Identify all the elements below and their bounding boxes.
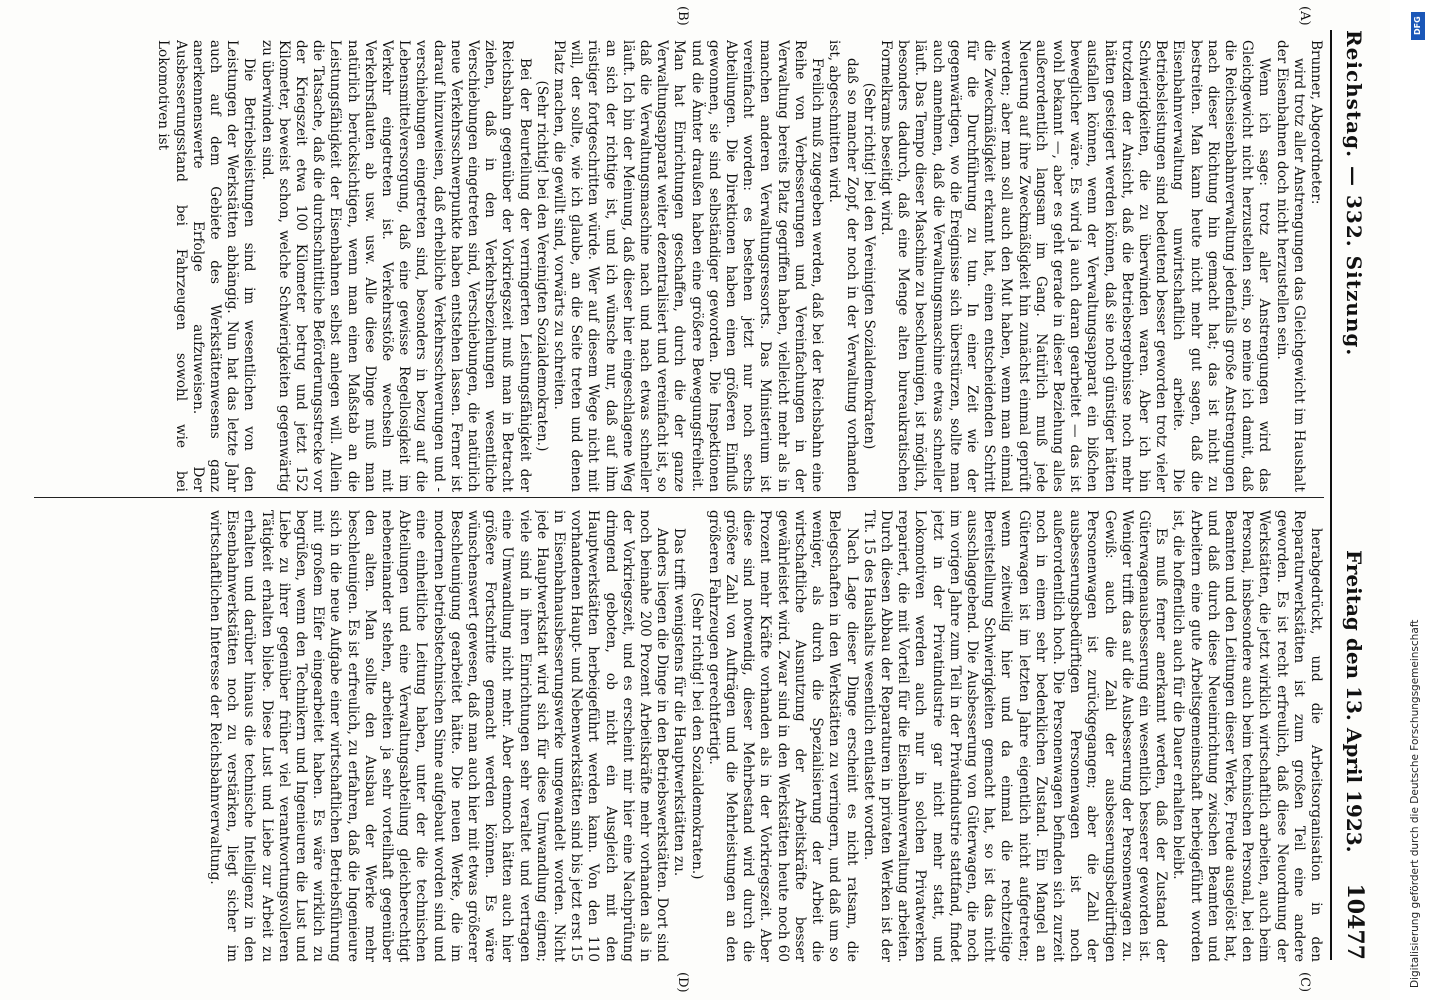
speaker-name: Brunner, Abgeordneter:	[1308, 40, 1324, 205]
paragraph: Das trifft wenigstens für die Hauptwerkstätten zu.	[671, 528, 688, 877]
interjection: (Sehr richtig! bei den Vereinigten Sozialdemokraten.)	[533, 80, 550, 452]
interjection: (Sehr richtig! bei den Sozialdemokraten.)	[688, 592, 705, 880]
margin-mark-a: (A)	[1297, 6, 1312, 26]
paragraph: daß so mancher Zopf, der noch in der Verwaltung vorhanden ist, abgeschnitten wird.	[826, 40, 860, 492]
header-session: Reichstag. — 332. Sitzung.	[1342, 30, 1366, 357]
paragraph: Bei der Beurteilung der verringerten Leistungsfähigkeit der Reichsbahn gegenüber der Vorkriegszeit muß man in Betracht ziehen, daß in den Verkehrsbeziehungen wesentliche Verschiebungen eingetreten sind, Verschiebungen, die natürlich neue Verkehrsschwerpunkte haben entstehen lassen. Ferner ist darauf hinzuweisen, daß erhebliche Verkehrsschwerungen und -verschiebungen eingetreten sind, besonders in bezug auf die Lebensmittelversorgung, daß eine gewisse Regellosigkeit im Verkehr eingetreten ist. Verkehrsstöße wechseln mit Verkehrsflauten ab usw. usw. Alle diese Dinge muß man natürlich berücksichtigen, wenn man einen Maßstab an die Leistungsfähigkeit der Eisenbahnen selbst anlegen will. Allein die Tatsache, daß die durchschnittliche Beförderungsstrecke vor der Kriegszeit etwa 100 Kilometer betrug und jetzt 152 Kilometer, beweist schon, welche Schwierigkeiten gegenwärtig zu überwinden sind.	[258, 40, 533, 492]
paragraph: Es muß ferner anerkannt werden, daß der Zustand der Güterwagenausbesserung ein wesentlich besserer geworden ist. Weniger trifft das auf die Ausbesserung der Personenwagen zu. Gewiß: auch die Zahl der ausbesserungsbedürftigen Personenwagen ist zurückgegangen; aber die Zahl der ausbesserungsbedürftigen Personenwagen ist noch außerordentlich hoch. Die Personenwagen befinden sich zurzeit noch in einem sehr bedenklichen Zustand. Ein Mangel an Güterwagen ist im letzten Jahre eigentlich nicht aufgetreten; wenn zeitweilig hier und da einmal die rechtzeitige Bereitstellung Schwierigkeiten gemacht hat, so ist das nicht ausschlaggebend. Die Ausbesserung von Güterwagen, die noch im vorigen Jahre zum Teil in der Privatindustrie stattfand, findet jetzt in der Privatindustrie gar nicht mehr statt, und Lokomotiven werden auch nur in solchen Privatwerken repariert, die mit Vorteil für die Eisenbahnverwaltung arbeiten. Durch diesen Abbau der Reparaturen in privaten Werken ist der Tit. 15 des Haushalts wesentlich entlastet worden.	[860, 510, 1170, 962]
margin-mark-b: (B)	[675, 6, 690, 26]
header-date: Freitag den 13. April 1923.	[1342, 550, 1366, 853]
paragraph: Nach Lage dieser Dinge erscheint es nicht ratsam, die Belegschaften in den Werkstätten zu verringern, und daß um so weniger, als durch die Spezialisierung der Arbeit die wirtschaftliche Ausnutzung der Arbeitskräfte besser gewährleistet wird. Zwar sind in den Werkstätten heute noch 60 Prozent mehr Kräfte vorhanden als in der Vorkriegszeit. Aber diese sind notwendig, dieser Mehrbestand wird durch die größere Zahl von Aufträgen und die Mehrleistungen an den größeren Fahrzeugen gerechtfertigt.	[705, 510, 860, 962]
right-column	[34, 510, 1324, 962]
paragraph: wird trotz aller Anstrengungen das Gleichgewicht im Haushalt der Eisenbahnen doch nicht herzustellen sein.	[1273, 40, 1307, 492]
paragraph: Anders liegen die Dinge in den Betriebswerkstätten. Dort sind noch beinahe 200 Prozent Arbeitskräfte mehr vorhanden als in der Vorkriegszeit, und es erscheint mir hier eine Nachprüfung dringend geboten, ob nicht ein Ausgleich mit den Hauptwerkstätten herbeigeführt werden kann. Von den 110 vorhandenen Haupt- und Nebenwerkstätten sind bis jetzt erst 15 in Eisenbahnausbesserungswerke umgewandelt worden. Nicht jede Hauptwerkstatt wird sich für diese Umwandlung eignen; viele sind in ihren Einrichtungen sehr veraltet und vertragen eine Umwandlung nicht mehr. Aber dennoch hätten auch hier größere Fortschritte gemacht werden können. Es wäre wünschenswert gewesen, daß man auch hier mit etwas größerer Beschleunigung gearbeitet hätte. Die neuen Werke, die im modernen betriebstechnischen Sinne aufgebaut worden sind und eine einheitliche Leitung haben, unter der die technischen Abteilungen und eine Verwaltungsabteilung gleichberechtigt nebeneinander stehen, arbeiten ja sehr vorteilhaft gegenüber den alten. Man sollte den Ausbau der Werke mehr beschleunigen. Es ist erfreulich, zu erfahren, daß die Ingenieure sich in die neue Aufgabe einer wirtschaftlichen Betriebsführung mit großem Eifer eingearbeitet haben. Es wäre wirklich zu begrüßen, wenn den Technikern und Ingenieuren die Lust und Liebe zu ihrer gegenüber früher viel verantwortungsvolleren Tätigkeit erhalten bliebe. Diese Lust und Liebe zur Arbeit zu erhalten und darüber hinaus die technische Intelligenz in den Eisenbahnwerkstätten noch zu verstärken, liegt sicher im wirtschaftlichen Interesse der Reichsbahnverwaltung.	[207, 510, 671, 962]
digitisation-note	[1405, 8, 1431, 988]
paragraph: Freilich muß zugegeben werden, daß bei der Reichsbahn eine Reihe von Verbesserungen und Vereinfachungen in der Verwaltung bereits Platz gegriffen haben, vielleicht mehr als in manchen anderen Verwaltungsressorts. Das Ministerium ist vereinfacht worden: es bestehen jetzt nur noch sechs Abteilungen. Die Direktionen haben einen größeren Einfluß gewonnen, sie sind selbständiger geworden. Die Inspektionen und die Ämter draußen haben eine größere Bewegungsfreiheit. Man hat Einrichtungen geschaffen, durch die der ganze Verwaltungsapparat weiter dezentralisiert und vereinfacht ist, so daß die Verwaltungsmaschine nach und nach etwas schneller läuft. Ich bin der Meinung, daß dieser hier eingeschlagene Weg an sich der richtige ist, und ich wünsche nur, daß auf ihm rüstiger fortgeschritten würde. Wer auf diesem Wege nicht mit will, der sollte, wie ich glaube, an die Seite treten und denen Platz machen, die gewillt sind, vorwärts zu schreiten.	[551, 40, 826, 492]
interjection: (Sehr richtig! bei den Vereinigten Sozialdemokraten)	[860, 82, 877, 450]
dfg-logo: DFG	[1411, 12, 1425, 40]
digitisation-text: Digitalisierung gefördert durch die Deutsche Forschungsgemeinschaft	[1409, 619, 1421, 988]
page-header	[1330, 30, 1372, 960]
column-divider	[34, 497, 1324, 498]
margin-mark-c: (C)	[1297, 972, 1312, 993]
left-column	[34, 40, 1324, 492]
paragraph: herabgedrückt, und die Arbeitsorganisation in den Reparaturwerkstätten ist zum großen Teil eine andere geworden. Es ist recht erfreulich, daß diese Neuordnung der Werkstätten, die jetzt wirklich wirtschaftlich arbeiten, auch beim Personal, insbesondere auch beim technischen Personal, bei den Beamten und den Leitungen dieser Werke, Freude ausgelöst hat, und daß durch diese Neueinrichtung zwischen Beamten und Arbeitern eine gute Arbeitsgemeinschaft herbeigeführt worden ist, die hoffentlich auch für die Dauer erhalten bleibt.	[1170, 510, 1324, 962]
margin-mark-d: (D)	[675, 972, 690, 993]
paragraph: Die Betriebsleistungen sind im wesentlichen von den Leistungen der Werkstätten abhängig. Nun hat das letzte Jahr auch auf dem Gebiete des Werkstättenwesens ganz anerkennenswerte Erfolge aufzuweisen. Der Ausbesserungsstand bei Fahrzeugen sowohl wie bei Lokomotiven ist	[155, 40, 258, 492]
page-number: 10477	[1342, 883, 1368, 960]
paragraph: Wenn ich sage: trotz aller Anstrengungen wird das Gleichgewicht nicht herzustellen sein, so meine ich damit, daß die Reichseisenbahnverwaltung jedenfalls große Anstrengungen nach dieser Richtung hin gemacht hat; das ist nicht zu bestreiten. Man kann heute nicht mehr gut sagen, daß die Eisenbahnverwaltung unwirtschaftlich arbeite. Die Betriebsleistungen sind bedeutend besser geworden trotz vieler Schwierigkeiten, die zu überwinden waren. Aber ich bin trotzdem der Ansicht, daß die Betriebsergebnisse noch mehr hätten gesteigert werden können, daß sie noch günstiger hätten ausfallen können, wenn der Verwaltungsapparat ein bißchen beweglicher wäre. Es wird ja auch daran gearbeitet — das ist wohl bekannt —, aber es geht gerade in dieser Beziehung alles außerordentlich langsam im Gang. Natürlich muß jede Neuerung auf ihre Zweckmäßigkeit hin zunächst einmal geprüft werden; aber man soll auch den Mut haben, wenn man einmal die Zweckmäßigkeit erkannt hat, einen entscheidenden Schritt für die Durchführung zu tun. In einer Zeit wie der gegenwärtigen, wo die Ereignisse sich überstürzen, sollte man auch annehmen, daß die Verwaltungsmaschine etwas schneller läuft. Das Tempo dieser Maschine zu beschleunigen, ist möglich, besonders dadurch, daß eine Menge alten bureaukratischen Formelkrams beseitigt wird.	[877, 40, 1273, 492]
